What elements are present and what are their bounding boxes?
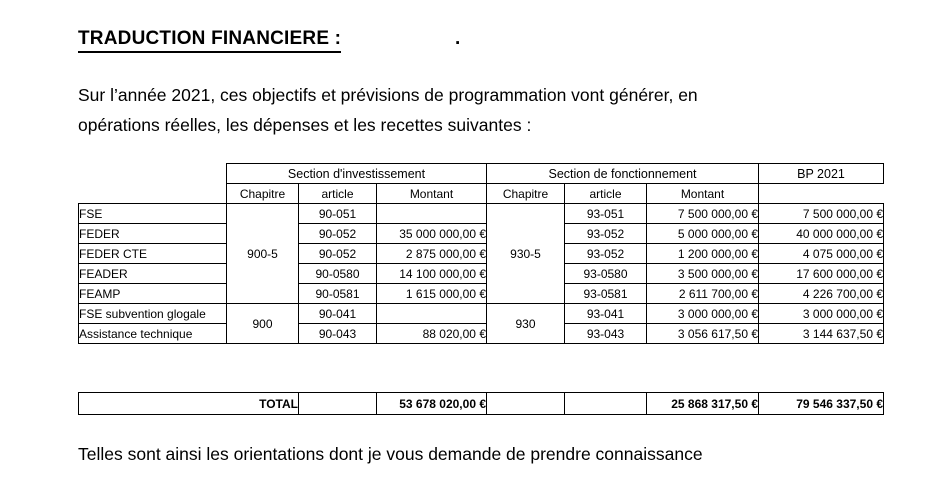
corner-cell: [79, 164, 227, 184]
row-article-fonc: 93-0580: [565, 264, 647, 284]
intro-line-2: opérations réelles, les dépenses et les recettes suivantes :: [78, 115, 532, 135]
subheader-article-fonc: article: [565, 184, 647, 204]
total-article-inv-blank: [299, 393, 377, 415]
table-row: [79, 264, 884, 284]
row-article-inv: 90-041: [299, 304, 377, 324]
row-label: FSE: [79, 204, 227, 224]
total-row: [79, 393, 884, 415]
page-title: TRADUCTION FINANCIERE :: [78, 28, 341, 53]
row-montant-inv: 88 020,00 €: [377, 324, 487, 344]
row-article-fonc: 93-041: [565, 304, 647, 324]
row-article-inv: 90-043: [299, 324, 377, 344]
table-row: [79, 244, 884, 264]
total-montant-inv: 53 678 020,00 €: [377, 393, 487, 415]
table-row: [79, 324, 884, 344]
row-article-fonc: 93-051: [565, 204, 647, 224]
total-chapitre-fonc-blank: [487, 393, 565, 415]
subheader-article-inv: article: [299, 184, 377, 204]
table-row: [79, 284, 884, 304]
row-article-inv: 90-0581: [299, 284, 377, 304]
row-label: FEDER: [79, 224, 227, 244]
row-article-inv: 90-052: [299, 224, 377, 244]
row-montant-inv: [377, 204, 487, 224]
row-article-inv: 90-0580: [299, 264, 377, 284]
subheader-montant-inv: Montant: [377, 184, 487, 204]
row-label: FEADER: [79, 264, 227, 284]
header-bp-2021: BP 2021: [759, 164, 884, 184]
total-table: [78, 392, 884, 415]
title-trailing-dot: .: [455, 28, 461, 49]
row-montant-fonc: 3 056 617,50 €: [647, 324, 759, 344]
header-section-investissement: Section d'investissement: [227, 164, 487, 184]
table-group-header-row: [79, 164, 884, 184]
row-article-fonc: 93-0581: [565, 284, 647, 304]
row-montant-inv: 14 100 000,00 €: [377, 264, 487, 284]
subheader-chapitre-fonc: Chapitre: [487, 184, 565, 204]
subheader-montant-fonc: Montant: [647, 184, 759, 204]
row-montant-fonc: 1 200 000,00 €: [647, 244, 759, 264]
row-bp: 4 075 000,00 €: [759, 244, 884, 264]
table-subheader-row: [79, 184, 884, 204]
total-bp: 79 546 337,50 €: [759, 393, 884, 415]
row-article-inv: 90-052: [299, 244, 377, 264]
table-row: [79, 204, 884, 224]
row-label: FEAMP: [79, 284, 227, 304]
row-montant-inv: [377, 304, 487, 324]
row-bp: 40 000 000,00 €: [759, 224, 884, 244]
row-article-fonc: 93-052: [565, 224, 647, 244]
row-montant-inv: 1 615 000,00 €: [377, 284, 487, 304]
table-row: [79, 304, 884, 324]
row-montant-inv: 35 000 000,00 €: [377, 224, 487, 244]
row-label: Assistance technique: [79, 324, 227, 344]
header-section-fonctionnement: Section de fonctionnement: [487, 164, 759, 184]
row-chapitre-inv: 900-5: [227, 204, 299, 304]
row-chapitre-fonc: 930: [487, 304, 565, 344]
total-label: TOTAL: [79, 393, 299, 415]
table-row: [79, 224, 884, 244]
row-label: FEDER CTE: [79, 244, 227, 264]
row-article-fonc: 93-043: [565, 324, 647, 344]
row-montant-fonc: 5 000 000,00 €: [647, 224, 759, 244]
total-montant-fonc: 25 868 317,50 €: [647, 393, 759, 415]
row-montant-fonc: 2 611 700,00 €: [647, 284, 759, 304]
row-chapitre-inv: 900: [227, 304, 299, 344]
intro-line-1: Sur l’année 2021, ces objectifs et prévisions de programmation vont générer, en: [78, 85, 698, 105]
row-article-inv: 90-051: [299, 204, 377, 224]
row-chapitre-fonc: 930-5: [487, 204, 565, 304]
subheader-chapitre-inv: Chapitre: [227, 184, 299, 204]
row-montant-inv: 2 875 000,00 €: [377, 244, 487, 264]
row-bp: 17 600 000,00 €: [759, 264, 884, 284]
subheader-blank: [79, 184, 227, 204]
row-label: FSE subvention glogale: [79, 304, 227, 324]
row-bp: 4 226 700,00 €: [759, 284, 884, 304]
row-montant-fonc: 3 000 000,00 €: [647, 304, 759, 324]
row-article-fonc: 93-052: [565, 244, 647, 264]
row-montant-fonc: 7 500 000,00 €: [647, 204, 759, 224]
financial-table: [78, 163, 884, 344]
outro-paragraph: Telles sont ainsi les orientations dont je vous demande de prendre connaissance: [78, 444, 703, 464]
row-bp: 7 500 000,00 €: [759, 204, 884, 224]
row-bp: 3 144 637,50 €: [759, 324, 884, 344]
row-montant-fonc: 3 500 000,00 €: [647, 264, 759, 284]
row-bp: 3 000 000,00 €: [759, 304, 884, 324]
subheader-bp-blank: [759, 184, 884, 204]
intro-paragraph: [78, 80, 896, 140]
total-article-fonc-blank: [565, 393, 647, 415]
